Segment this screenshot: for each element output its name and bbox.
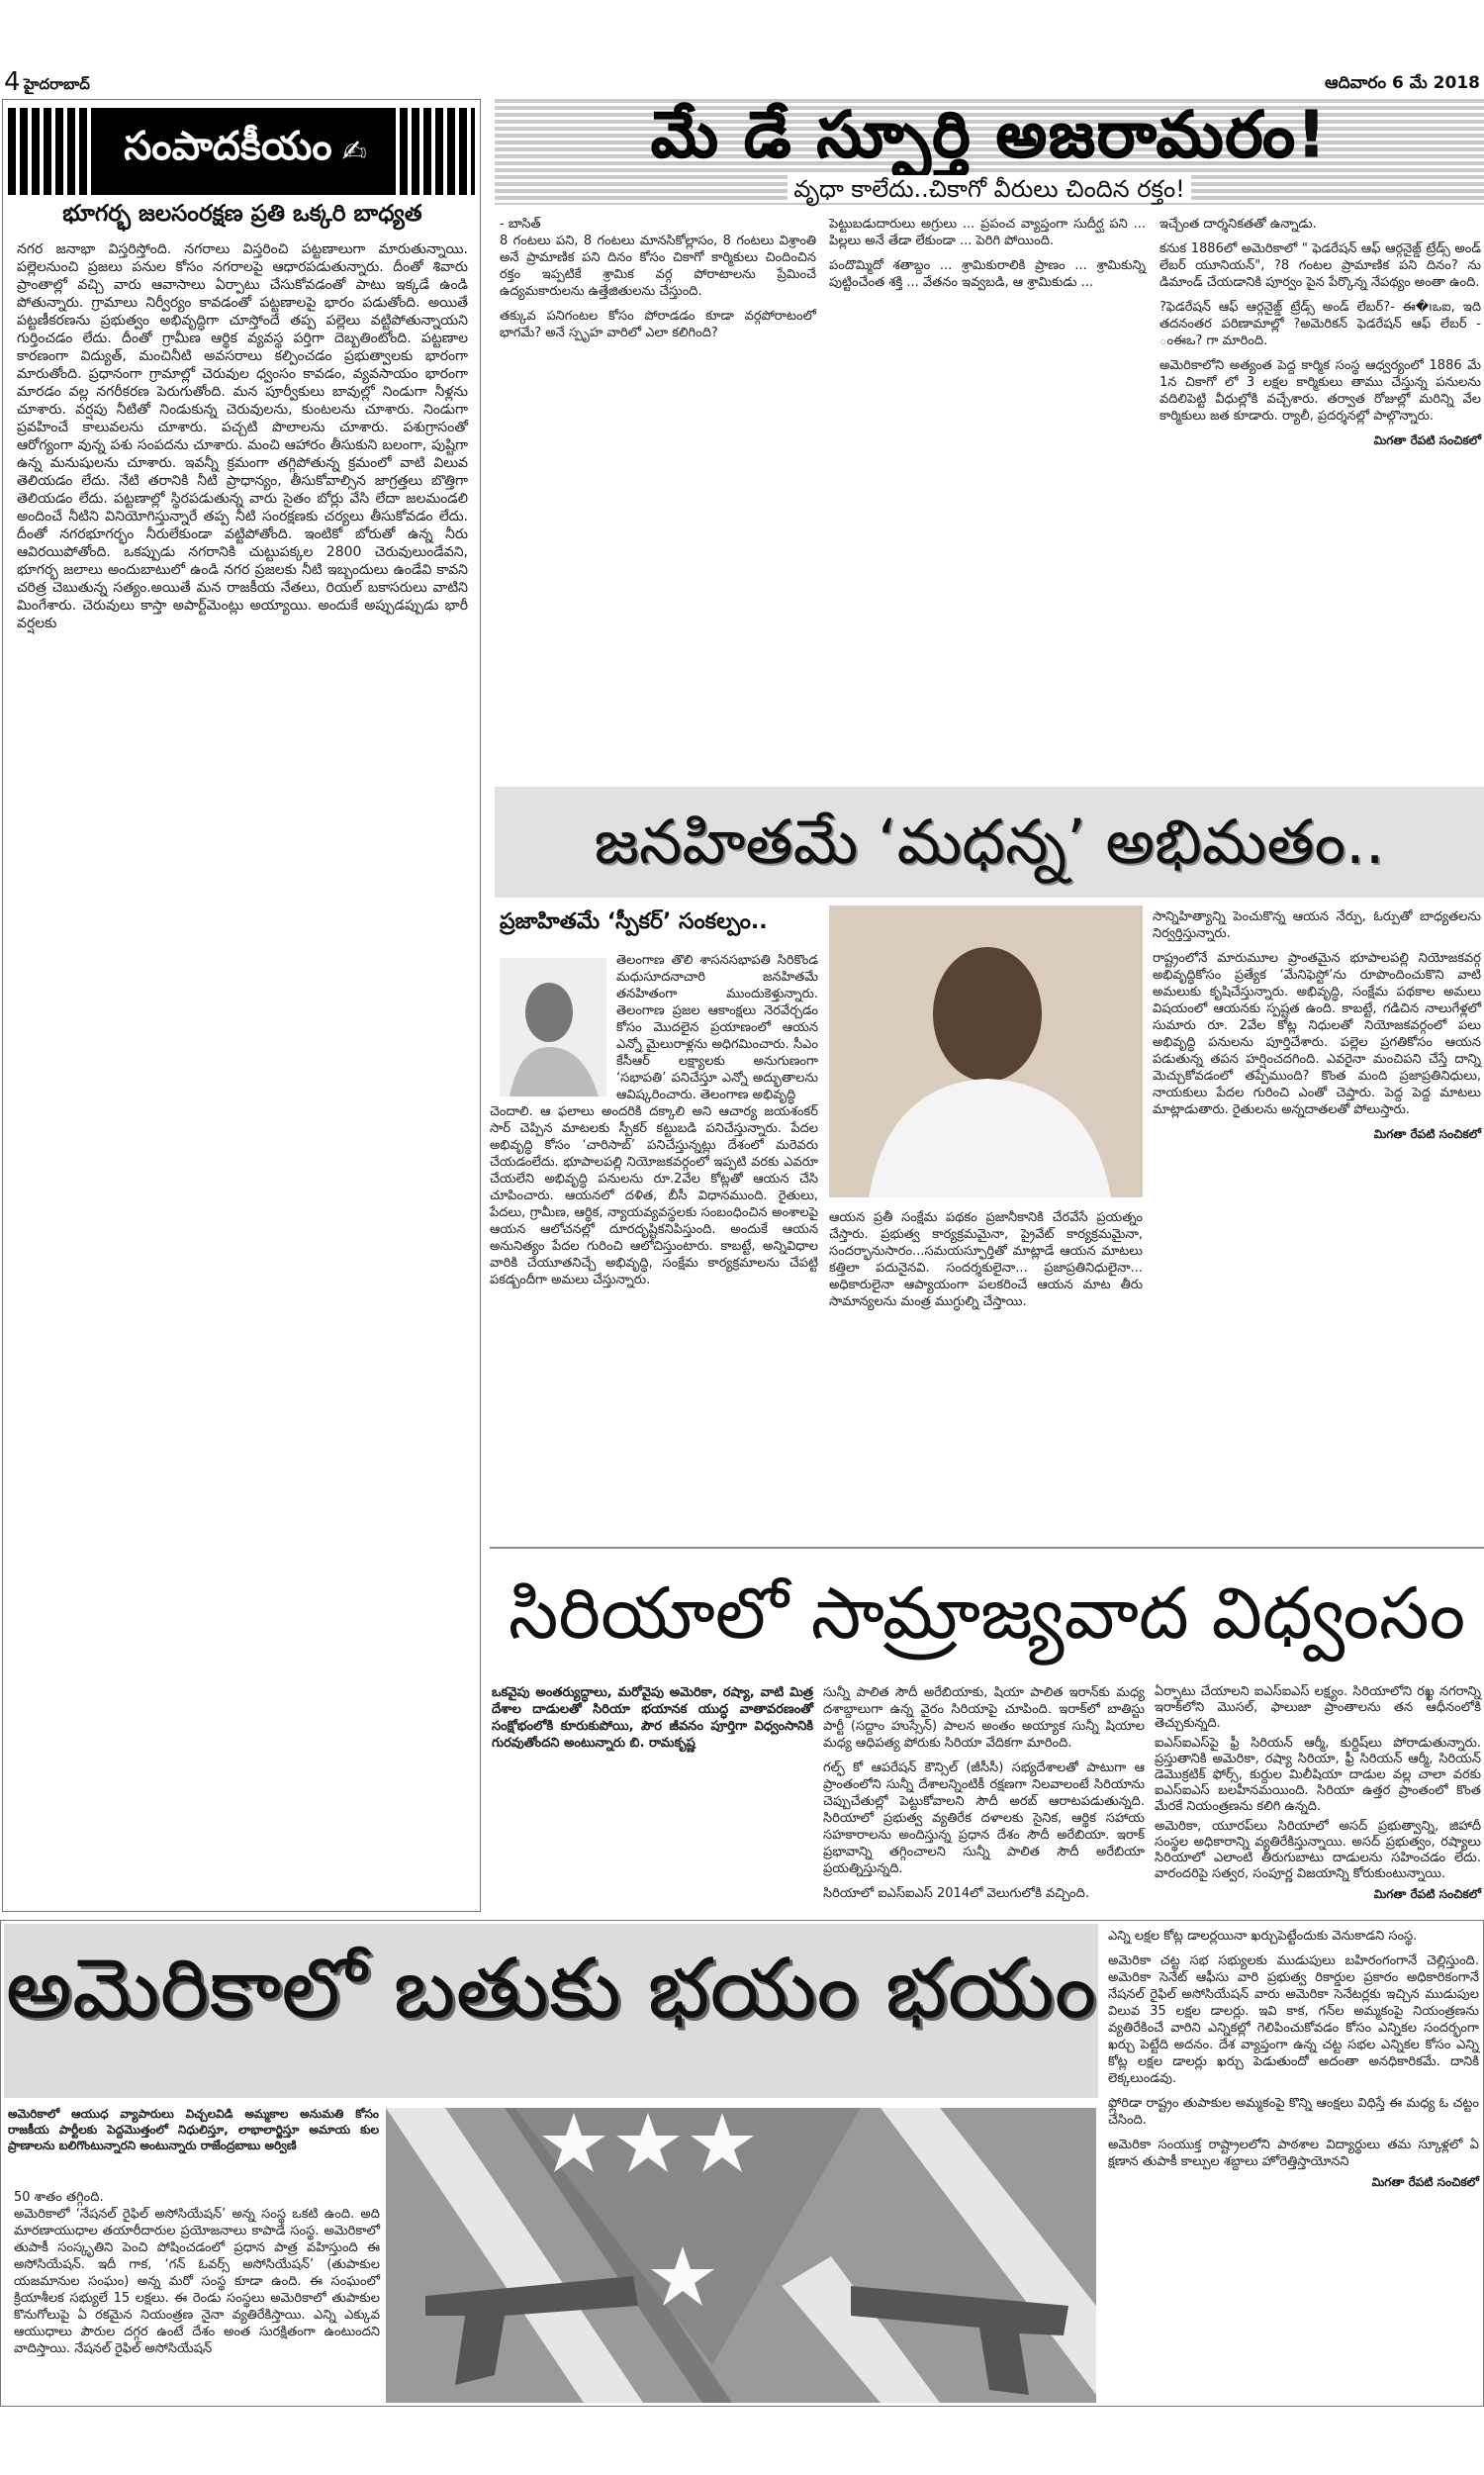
- mayday-subheadline: [495, 175, 1484, 203]
- paragraph: అమెరికా సంయుక్త రాష్ట్రాలలోని పాఠశాల విద్యార్థులు తమ స్కూళ్లలో ఏ క్షణాన తుపాకీ కాల్పుల శబ్దాలు హోరెత్తిస్తాయోనని: [1108, 2138, 1479, 2169]
- paragraph: 8 గంటలు పని, 8 గంటలు మానసికోల్లాసం, 8 గంటలు విశ్రాంతి అనే ప్రామాణిక పని దినం కోసం చికాగో కార్మికులు చిందించిన రక్తం ఇప్పటికే శ్రామిక వర్గ పోరాటాలను ప్రేమించే ఉద్యమకారులను ఉత్తేజితులను చేస్తుంది.: [500, 234, 816, 299]
- speaker-portrait: [500, 958, 606, 1096]
- america-standfirst: అమెరికాలో ఆయుధ వ్యాపారులు విచ్చలవిడి అమ్మకాల అనుమతి కోసం రాజకీయ పార్టీలకు పెద్దమొత్తంలో నిధులిస్తూ, లాభాలార్జిస్తూ అమాయ కుల ప్రాణాలను బలిగొంటున్నారని అంటున్నారు రాజేంద్రబాబు అర్విణి: [8, 2107, 379, 2152]
- editorial-title: భూగర్భ జలసంరక్షణ ప్రతి ఒక్కరి బాధ్యత: [62, 201, 422, 227]
- paragraph: పందొమ్మిదో శతాబ్దం ... శ్రామికురాలికి ప్రాణం ... శ్రామికున్ని పుట్టించేంత శక్తి ... వేతనం ఇవ్వబడి, ఆ శ్రామికుడు ...: [829, 258, 1146, 290]
- continued-label: మిగతా రేపటి సంచికలో: [1373, 1887, 1481, 1901]
- issue-date: ఆదివారం 6 మే 2018: [1325, 73, 1480, 93]
- speaker-col-3: [1153, 908, 1481, 1143]
- paragraph: గల్ఫ్ కో ఆపరేషన్ కౌన్సిల్ (జీసీసీ) సభ్యదేశాలతో పాటుగా ఆ ప్రాంతంలోని సున్నీ దేశాలన్నింటికీ రక్షణగా నిలవాలంటే సిరియాను చెప్పుచేతుల్లో పెట్టుకోవాలని సౌదీ అరబ్ ఆరాటపడుతున్నది. సిరియాలో ప్రభుత్వ వ్యతిరేక దళాలకు సైనిక, ఆర్థిక సహాయ సహకారాలను అందిస్తున్న ప్రధాన దేశం సౌదీ అరేబియా. ఇరాక్ ప్రభావాన్ని తగ్గించాలని సున్నీ పాలిత సౌదీ అరేబియా ప్రయత్నిస్తున్నది.: [823, 1761, 1145, 1876]
- paragraph: ఫ్లోరిడా రాష్ట్రం తుపాకుల అమ్మకంపై కొన్ని ఆంక్షలు విధిస్తే ఈ మధ్య ఓ చట్టం చేసింది.: [1108, 2096, 1479, 2128]
- paragraph: తక్కువ పనిగంటల కోసం పోరాడడం కూడా వర్గపోరాటంలో భాగమే? అనే స్పృహ వారిలో ఎలా కలిగింది?: [500, 309, 816, 340]
- paragraph: కనుక 1886లో అమెరికాలో " ఫెడరేషన్ ఆఫ్ ఆర్గనైజ్డ్ ట్రేడ్స్ అండ్ లేబర్ యూనియన్", ?8 గంటల ప్రామాణిక పని దినం? ను డిమాండ్ చేయడానికి పూర్వం పైన పేర్కొన్న నేపథ్యం అంతా ఉంది.: [1159, 241, 1481, 290]
- edition-label: హైదరాబాద్: [24, 75, 90, 93]
- flag-guns-image: [386, 2108, 1096, 2403]
- america-right-col: [1108, 1928, 1479, 2191]
- editorial-body: [17, 240, 468, 640]
- paragraph: ఐఎస్ఐఎస్‌పై ఫ్రీ సిరియన్ ఆర్మీ, కుర్దిష్‌లు పోరాడుతున్నారు. ప్రస్తుతానికి అమెరికా, రష్యా సిరియా, ఫ్రీ సిరియన్ ఆర్మీ, సిరియన్ డెమొక్రటిక్ ఫోర్స్, కుర్దుల మిలీషియా దాడుల వల్ల చాలా వరకు ఐఎస్ఐఎస్ బలహీనమయింది. సిరియా ఉత్తర ప్రాంతంలో కొంత మేరకే నియంత్రణను కలిగి ఉన్నది.: [1155, 1736, 1481, 1814]
- pen-icon: ✍: [341, 134, 367, 169]
- speaker-headline: జనహితమే ‘మధన్న’ అభిమతం..: [495, 787, 1484, 898]
- paragraph: సున్నీ పాలిత సౌదీ అరేబియాకు, షియా పాలిత ఇరాన్‌కు మధ్య దశాబ్దాలుగా ఉన్న వైరం సిరియాపై చూపింది. ఇరాక్‌లో బాతిస్టు పార్టీ (సద్దాం హుస్సేన్) పాలన అంతం అయ్యాక సున్నీ షియాల మధ్య ఆధిపత్య పోరుకు సిరియా వేదికగా మారింది.: [823, 1685, 1145, 1751]
- mayday-col-3: [1159, 216, 1481, 449]
- byline: - బాసిత్: [500, 217, 541, 232]
- paragraph: అమెరికా చట్ట సభ సభ్యులకు ముడుపులు బహిరంగంగానే చెల్లిస్తుంది. అమెరికా సెనేట్ ఆఫీసు వారి ప్రభుత్వ రికార్డుల ప్రకారం అధికారికంగానే నేషనల్ రైఫిల్ అసోసియేషన్ వారు అమెరికా సెనేటర్లకు ఇచ్చిన ముడుపుల విలువ 35 లక్షల డాలర్లు. ఇవి కాక, గన్‌ల అమ్మకంపై నియంత్రణను వ్యతిరేకించే వారిని ఎన్నికల్లో గెలిపించుకోవడం కోసం ఎన్నికల సందర్భంగా ఖర్చు పెట్టేది అదనం. దేశ వ్యాప్తంగా ఉన్న చట్ట సభల ఎన్నికల కోసం ఎన్ని కోట్ల లక్షల డాలర్లు ఖర్చు పెడుతుందో అదంతా అనధికారికమే. దానికి లెక్కలుండవు.: [1108, 1953, 1479, 2086]
- paragraph: ఇచ్చేంత దార్శనికతతో ఉన్నాడు.: [1159, 217, 1317, 232]
- syria-col-3: [1155, 1684, 1481, 1902]
- paragraph: అమెరికా, యూరప్‌లు సిరియాలో అసద్ ప్రభుత్వాన్ని, జిహాదీ సంస్థల అధికారాన్ని వ్యతిరేకిస్తున్నాయి. అసద్ ప్రభుత్వం, రష్యాలు సిరియాలో ఎలాంటి తీరుగుబాటు దాడులను సహించడం లేదు. వారందరిపై సత్వర, సంపూర్ణ విజయాన్ని కోరుకుంటున్నాయి.: [1155, 1819, 1481, 1881]
- editorial-box: [2, 99, 481, 1912]
- syria-headline: సిరియాలో సామ్రాజ్యవాద విధ్వంసం: [508, 1571, 1466, 1655]
- continued-label: మిగతా రేపటి సంచికలో: [1373, 433, 1481, 447]
- page-number: 4: [4, 67, 21, 97]
- paragraph: 50 శాతం తగ్గింది.: [14, 2190, 104, 2205]
- paragraph: సిరియాలో ఐఎస్ఐఎస్ 2014లో వెలుగులోకి వచ్చింది.: [823, 1886, 1089, 1901]
- paragraph: ఎన్ని లక్షల కోట్ల డాలర్లయినా ఖర్చుపెట్టేందుకు వెనుకాడని సంస్థ.: [1108, 1929, 1418, 1944]
- masthead-text: సంపాదకీయం: [124, 124, 332, 169]
- continued-label: మిగతా రేపటి సంచికలో: [1373, 1127, 1481, 1141]
- speaker-subheadline: ప్రజాహితమే ‘స్పీకర్’ సంకల్పం..: [500, 909, 768, 934]
- paragraph: ?ఫెడరేషన్ ఆఫ్ ఆర్గనైజ్డ్ ట్రేడ్స్ అండ్ లేబర్?- ఈ�וఒఐ, ఇది తదనంతర పరిణామాల్లో ?అమెరికన్ ఫెడరేషన్ ఆఫ్ లేబర్ - ంఈఒ? గా మారింది.: [1159, 300, 1481, 348]
- mayday-headline: మే డే స్ఫూర్తి అజరామరం!: [650, 99, 1329, 172]
- paragraph: ఆయన ప్రతీ సంక్షేమ పథకం ప్రజానీకానికి చేరవేసే ప్రయత్నం చేస్తారు. ప్రభుత్వ కార్యక్రమమైనా, ప్రైవేట్ కార్యక్రమమైనా, సందర్భానుసారం...సమయస్ఫూర్తితో మాట్లాడే ఆయన మాటలు కత్తిలా పదునైనవి. సందర్శకులైనా... ప్రజాప్రతినిధులైనా... అధికారులైనా ఆప్యాయంగా పలకరించే ఆయన మాట తీరు సామాన్యలను మంత్ర ముగ్ధుల్ని చేస్తాయి.: [829, 1210, 1143, 1309]
- paragraph: ఏర్పాటు చేయాలని ఐఎస్ఐఎస్ లక్ష్యం. సిరియాలోని రఖ్ఖ నగరాన్ని ఇరాక్‌లోని మొసల్, ఫాలుజా ప్రాంతాలను తన ఆధీనంలోకి తెచ్చుకున్నది.: [1155, 1684, 1481, 1731]
- speaker-left-flow: [490, 952, 818, 1296]
- speaker-col-2: [829, 1209, 1143, 1318]
- speaker-col-1: చెందాలి. ఆ ఫలాలు అందరికి దక్కాలి అని ఆచార్య జయశంకర్ సార్ చెప్పిన మాటలకు స్పీకర్ కట్టుబడి పనిచేస్తున్నారు. పేదల అభివృద్ధి కోసం ‘చారిసాబ్’ పనిచేస్తున్నట్లు దేశంలో మరెవరు చేయడంలేదు. భూపాలపల్లి నియోజకవర్గంలో ఇప్పటి వరకు ఎవరూ చేయలేని అభివృద్ధి పనులను రూ.2వేల కోట్లతో ఆయన చేసి చూపించారు. ఆయనలో దళిత, బీసీ విధానముంది. రైతులు, పేదలు, గ్రామీణ, ఆర్థిక, న్యాయవ్యవస్థలకు సంబంధించిన అంశాలపై ఆయన ఆలోచనల్లో దూరదృష్టికనిపిస్తుంది. అందుకే ఆయన అనునిత్యం పేదల గురించి ఆలోచిస్తుంటారు. కాబట్టే, అన్నివిధాల వారికి చేయూతనిచ్చే అభివృద్ధి, సంక్షేమ కార్యక్రమాలను చేపట్టి పకడ్బందీగా అమలు చేస్తున్నారు.: [490, 1104, 818, 1287]
- subheadline-text: వృధా కాలేదు..చికాగో వీరులు చిందిన రక్తం!: [788, 175, 1191, 203]
- paragraph: సాన్నిహిత్యాన్ని పెంచుకొన్న ఆయన నేర్పు, ఓర్పుతో బాధ్యతలను నిర్వర్తిస్తున్నారు.: [1153, 909, 1481, 941]
- syria-standfirst: ఒకవైపు అంతర్యుద్ధాలు, మరోవైపు అమెరికా, రష్యా, వాటి మిత్ర దేశాల దాడులతో సిరియా భయానక యుద్ధ వాతావరణంతో సంక్షోభంలోకి కూరుకుపోయి, పౌర జీవనం పూర్తిగా విధ్వంసానికి గురవుతోందని అంటున్నారు బి. రామకృష్ణ: [492, 1685, 813, 1751]
- paragraph: అమెరికాలోని అత్యంత పెద్ద కార్మిక సంస్థ ఆధ్వర్యంలో 1886 మే 1న చికాగో లో 3 లక్షల కార్మికులు తాము చేస్తున్న పనులను వదిలిపెట్టి వీధుల్లోకి వచ్చేశారు. తర్వాత రోజుల్లో మరిన్ని వేల కార్మికులు జత కూడారు. ర్యాలీ, ప్రదర్శనల్లో పాల్గొన్నారు.: [1159, 358, 1481, 424]
- paragraph: నగర జనాభా విస్తరిస్తోంది. నగరాలు విస్తరించి పట్టణాలుగా మారుతున్నాయి. పల్లెలనుంచి ప్రజలు పనుల కోసం నగరాలపై ఆధారపడుతున్నారు. దీంతో శివారు ప్రాంతాల్లో వచ్చి వారు ఆవాసాలు ఏర్పాటు చేసుకోవడంతో పాటు ఇక్కడే ఉండి పోతున్నారు. గ్రామాలు నిర్వీర్యం కావడంతో పట్టణాలపై భారం పడుతోంది. అయితే పట్టణీకరణను ప్రభుత్వం అభివృద్ధిగా చూస్తోందే తప్ప పల్లెలు వట్టిపోతున్నాయని గుర్తించడం లేదు. దీంతో గ్రామీణ ఆర్థిక వ్యవస్థ పర్తిగా దెబ్బతింటోంది. పట్టణాల కారణంగా విద్యుత్, మంచినీటి అవసరాలు కల్పించడం ప్రభుత్వాలకు భారంగా మారుతోంది. ప్రధానంగా గ్రామాల్లో చెరువుల ధ్వంసం కావడం, వ్యవసాయం భారంగా మారడం వల్ల నగరీకరణ పెరుగుతోంది. మన పూర్వీకులు బావుల్లో నిండుగా నీళ్లను చూశారు. వర్షపు నీటితో నిండుకున్న చెరువులను, కుంటలను చూశారు. నిండుగా ప్రవహించే కాలువలను చూశారు. పచ్చటి పొలాలను చూశారు. పశుగ్రాసంతో ఆరోగ్యంగా వున్న పశు సంపదను చూశారు. మంచి ఆహారం తీసుకుని బలంగా, పుష్టిగా ఉన్న మనుషులను చూశారు. ఇవన్నీ క్రమంగా తగ్గిపోతున్న క్రమంలో వాటి విలువ తెలియడం లేదు. నేటి తరానికి నీటి ప్రాధాన్యం, తీసుకోవాల్సిన జాగ్రత్తలు బొత్తిగా తెలియడం లేదు. పట్టణాల్లో స్థిరపడుతున్న వారు సైతం బోర్లు వేసి లేదా జలమండలి అందించే నీటిని వినియోగిస్తున్నారే తప్ప నీటి సంరక్షణకు చర్యలు తీసుకోవడం లేదు. దీంతో నగరభూగర్భం నీరులేకుండా వట్టిపోతోంది. ఇంటికో బోరుతో ఉన్న నీరు ఆవిరయిపోతోంది. ఒకప్పుడు నగరానికి చుట్టుపక్కల 2800 చెరువులుండేవని, భూగర్భ జలాలు అందుబాటులో ఉండి నగర ప్రజలకు నీటి ఇబ్బందులు ఉండేవి కావని చరిత్ర చెబుతున్న సత్యం.అయితే మన రాజకీయ నేతలు, రియల్ బకాసరులు వాటిని మింగేశారు. చెరువులు కాస్తా అపార్ట్‌మెంట్లు అయ్యాయి. అందుకే అప్పుడప్పుడు భారీ వర్షలకు: [17, 241, 468, 631]
- america-headline: అమెరికాలో బతుకు భయం భయం: [4, 1924, 1098, 2098]
- mayday-col-1: [500, 216, 816, 349]
- syria-col-2: [823, 1684, 1145, 1910]
- editorial-masthead: [97, 108, 394, 195]
- mayday-col-2: [829, 216, 1146, 299]
- paragraph: అమెరికాలో ‘నేషనల్ రైఫిల్ అసోసియేషన్’ అన్న సంస్థ ఒకటి ఉంది. అది మారణాయుధాల తయారీదారుల ప్రయోజనాలు కాపాడే సంస్థ. అమెరికాలో తుపాకీ సంస్కృతిని పెంచి పోషించడంలో ప్రధాన పాత్ర వహిస్తుంది ఈ అసోసియేషన్. ఇదీ గాక, ‘గన్ ఓవర్స్ అసోసియేషన్’ (తుపాకుల యజమానుల సంఘం) అన్న మరో సంస్థ కూడా ఉంది. ఈ సంఘంలో క్రియాశీలక సభ్యులే 15 లక్షలు. ఈ రెండు సంస్థలు అమెరికాలో తుపాకుల కొనుగోలుపై ఏ రకమైన నియంత్రణ నైనా వ్యతిరేకిస్తాయి. ఎన్ని ఎక్కువ ఆయుధాలు పౌరుల దగ్గర ఉంటే దేశం అంత సురక్షితంగా ఉంటుందని వాదిస్తాయి. నేషనల్ రైఫిల్ అసోసియేషన్: [14, 2207, 380, 2356]
- divider: [490, 1547, 1484, 1549]
- speaker-photo: [829, 905, 1143, 1197]
- america-left-col: [14, 2189, 380, 2365]
- paragraph: పెట్టుబడుదారులు అగ్రులు ... ప్రపంచ వ్యాప్తంగా సుదీర్ఘ పని ... పిల్లలు అనే తేడా లేకుండా ... పెరిగి పోయింది.: [829, 217, 1146, 248]
- paragraph: రాష్ట్రంలోనే మారుమూల ప్రాంతమైన భూపాలపల్లి నియోజకవర్గ అభివృద్ధికోసం ప్రత్యేక ‘మేనిఫెస్టో’ను రూపొందించుకొని వాటి అమలుకు కృషిచేస్తున్నారు. అభివృద్ధి, సంక్షేమ పథకాల అమలు విషయంలో ఆయనకు స్పష్టత ఉంది. కాబట్టే, గడిచిన నాలుగేళ్లలో సుమారు రూ. 2వేల కోట్ల నిధులతో నియోజకవర్గంలో పలు అభివృద్ధి పనులను పూర్తిచేశారు. పల్లెల ప్రగతికోసం ఆయన పడుతున్న తపన హర్షించదగింది. ఎవరైనా మంచిపని చేస్తే దాన్ని మెచ్చుకోవడంలో తప్పేముంది? కొంత మంది ప్రజాప్రతినిధులు, నాయకులు పేదల గురించి ఎంతో చెప్తారు. పెద్ద పెద్ద మాటలు మాట్లాడుతారు. రైతులను అన్నదాతలతో పోలుస్తారు.: [1153, 951, 1481, 1117]
- mayday-banner: [495, 96, 1484, 205]
- continued-label: మిగతా రేపటి సంచికలో: [1371, 2175, 1479, 2189]
- speaker-intro: తెలంగాణ తొలి శాసనసభాపతి సిరికొండ మధుసూదనాచారి జనహితమే తనహితంగా ముందుకెళ్తున్నారు. తెలంగాణ ప్రజల ఆకాంక్షలు నెరవేర్చడం కోసం మొదలైన ప్రయాణంలో ఆయన ఎన్నో మైలురాళ్లను అధిగమించారు. సీఎం కేసీఆర్ లక్ష్యాలకు అనుగుణంగా ‘సభాపతి’ పనిచేస్తూ ఎన్నో అద్భుతాలను ఆవిష్కరించారు. తెలంగాణ అభివృద్ధి: [616, 953, 818, 1102]
